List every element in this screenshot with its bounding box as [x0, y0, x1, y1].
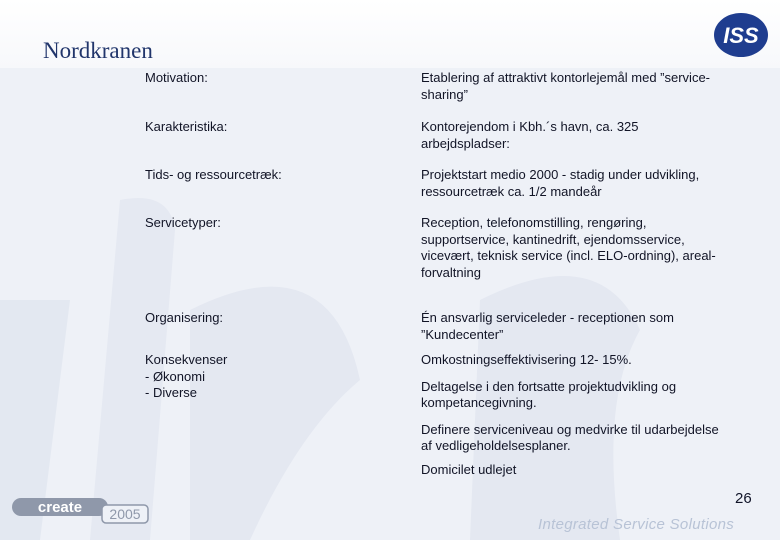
value-paragraph: Kontorejendom i Kbh.´s havn, ca. 325 arbejdspladser:	[421, 119, 639, 151]
tagline-word-solutions: Solutions	[669, 516, 735, 533]
slide-title: Nordkranen	[43, 38, 153, 63]
value-paragraph: Projektstart medio 2000 - stadig under udvikling, ressourcetræk ca. 1/2 mandeår	[421, 167, 700, 199]
value-paragraph: Definere serviceniveau og medvirke til udarbejdelse af vedligeholdelsesplaner.	[421, 421, 719, 453]
tagline-word-integrated: Integrated	[538, 516, 609, 533]
value-paragraph: Reception, telefonomstilling, rengøring, supportservice, kantinedrift, ejendomsservice, vicevært, teknisk service (incl. ELO-ordning), areal-forvaltning	[421, 215, 716, 280]
row-label: Tids- og ressourcetræk:	[145, 167, 282, 182]
row-label: Karakteristika:	[145, 119, 228, 134]
row-value	[421, 310, 721, 343]
tagline-word-service: Service	[613, 516, 666, 533]
create-2005-logo	[10, 495, 150, 525]
create-logo-text: create	[37, 499, 83, 516]
row-label: Organisering:	[145, 310, 224, 325]
page-number: 26	[735, 490, 752, 507]
row-label: Motivation:	[145, 70, 208, 85]
row-value	[421, 119, 721, 152]
value-paragraph: Etablering af attraktivt kontorlejemål med ”service-sharing”	[421, 70, 711, 102]
value-paragraph: Deltagelse i den fortsatte projektudvikling og kompetancegivning.	[421, 378, 677, 410]
tagline	[538, 516, 778, 533]
value-paragraph: Omkostningseffektivisering 12- 15%.	[421, 352, 632, 367]
value-paragraph: Domicilet udlejet	[421, 461, 517, 477]
row-value	[421, 352, 721, 478]
iss-logo-text: ISS	[723, 23, 759, 48]
row-label: Servicetyper:	[145, 215, 221, 230]
row-value	[421, 70, 721, 103]
value-paragraph: Én ansvarlig serviceleder - receptionen som ”Kundecenter”	[421, 310, 674, 342]
create-logo-year: 2005	[109, 506, 141, 522]
row-label: Konsekvenser - Økonomi - Diverse	[145, 352, 228, 400]
iss-logo	[712, 10, 770, 60]
row-value	[421, 167, 721, 200]
row-value	[421, 215, 721, 281]
